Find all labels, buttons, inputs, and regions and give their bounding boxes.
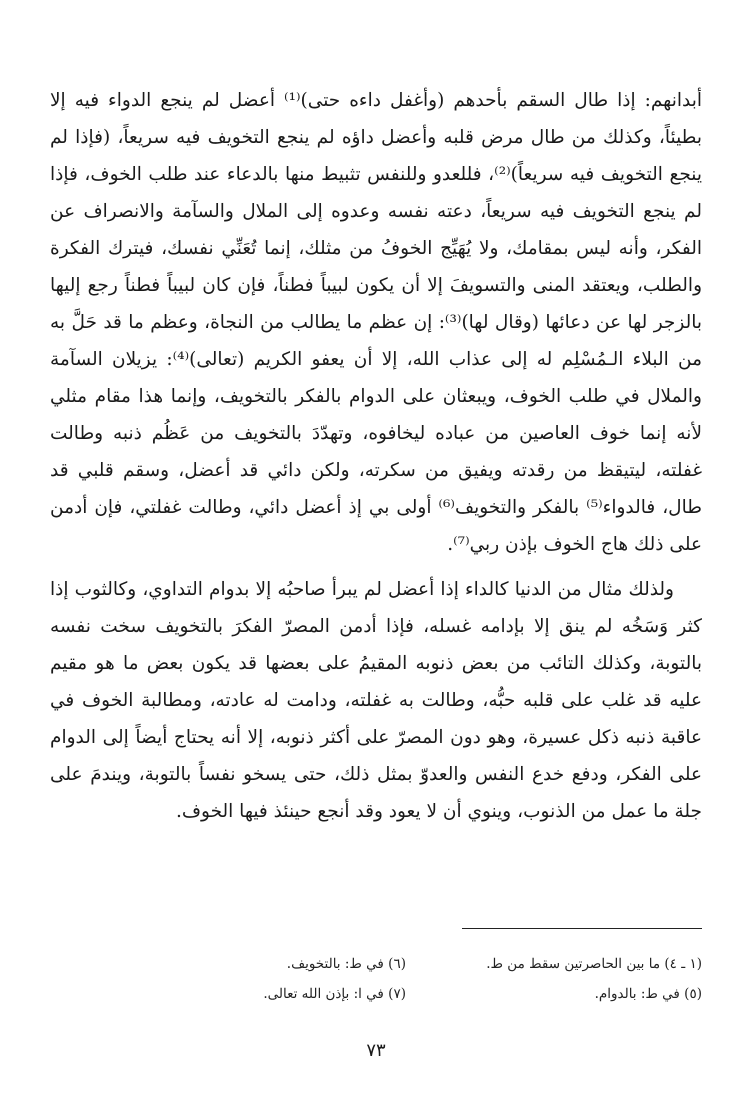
main-text [50, 82, 702, 830]
footnote: (٥) في ط: بالدوام. [594, 986, 702, 1002]
footnote: (١ ـ ٤) ما بين الحاصرتين سقط من ط. [486, 956, 702, 972]
paragraph: ولذلك مثال من الدنيا كالداء إذا أعضل لم يبرأ صاحبُه إلا بدوام التداوي، وكالثوب إذا كثر وَسَخُه لم ينق إلا بإدامه غسله، فإذا أدمن المصرّ الفكرَ بالتخويف سخت نفسه بالتوبة، وكذلك التائب من بعض ذنوبه المقيمُ على بعضها قد يكون بعض ما هو مقيم عليه قد غلب على قلبه حبُّه، وطالت به غفلته، ودامت له عادته، ومطالبة الخوف في عاقبة ذنبه ذكل عسيرة، وهو دون المصرّ على أكثر ذنوبه، إلا أنه يحتاج أيضاً إلى الدوام على الفكر، ودفع خدع النفس والعدوّ بمثل ذلك، حتى يسخو نفساً بالتوبة، ويندمَ على جلة ما عمل من الذنوب، وينوي أن لا يعود وقد أنجع حينئذ فيها الخوف. [50, 579, 702, 822]
page-number: ٧٣ [366, 1040, 386, 1061]
footnote: (٦) في ط: بالتخويف. [286, 956, 406, 972]
footnote: (٧) في ا: بإذن الله تعالى. [263, 986, 406, 1002]
paragraph: أبدانهم: إذا طال السقم بأحدهم (وأغفل داءه حتى)⁽¹⁾ أعضل لم ينجع الدواء فيه إلا بطيئاً، وكذلك من طال مرض قلبه وأعضل داؤه لم ينجع التخويف فيه سريعاً، (فإذا لم ينجع التخويف فيه سريعاً)⁽²⁾، فللعدو وللنفس تثبيط منها بالدعاء عند طلب الخوف، فإذا لم ينجع التخويف فيه سريعاً، دعته نفسه وعدوه إلى الملال والسآمة والانصراف عن الفكر، وأنه ليس بمقامك، ولا يُهَيِّج الخوفُ من مثلك، إنما تُعَنِّي نفسك، فيترك الفكرة والطلب، ويعتقد المنى والتسويفَ إلا أن يكون لبيباً فطناً، فإن كان لبيباً فطناً رجع إليها بالزجر لها عن دعائها (وقال لها)⁽³⁾: إن عظم ما يطالب من النجاة، وعظم ما قد حَلَّ به من البلاء الـمُسْلِم له إلى عذاب الله، إلا أن يعفو الكريم (تعالى)⁽⁴⁾: يزيلان السآمة والملال في طلب الخوف، ويبعثان على الدوام بالفكر بالتخويف، وإنما هذا مقام مثلي لأنه إنما خوف العاصين من عباده ليخافوه، وتهدّدَ بالتخويف من عَظُم ذنبه وطالت غفلته، ليتيقظ من رقدته ويفيق من سكرته، ولكن دائي قد أعضل، وسقم قلبي قد طال، فالدواء⁽⁵⁾ بالفكر والتخويف⁽⁶⁾ أولى بي إذ أعضل دائي، وطالت غفلتي، فإن أدمن على ذلك هاج الخوف بإذن ربي⁽⁷⁾. [50, 90, 703, 555]
footnotes [140, 952, 702, 1006]
footnote-divider [462, 928, 702, 929]
